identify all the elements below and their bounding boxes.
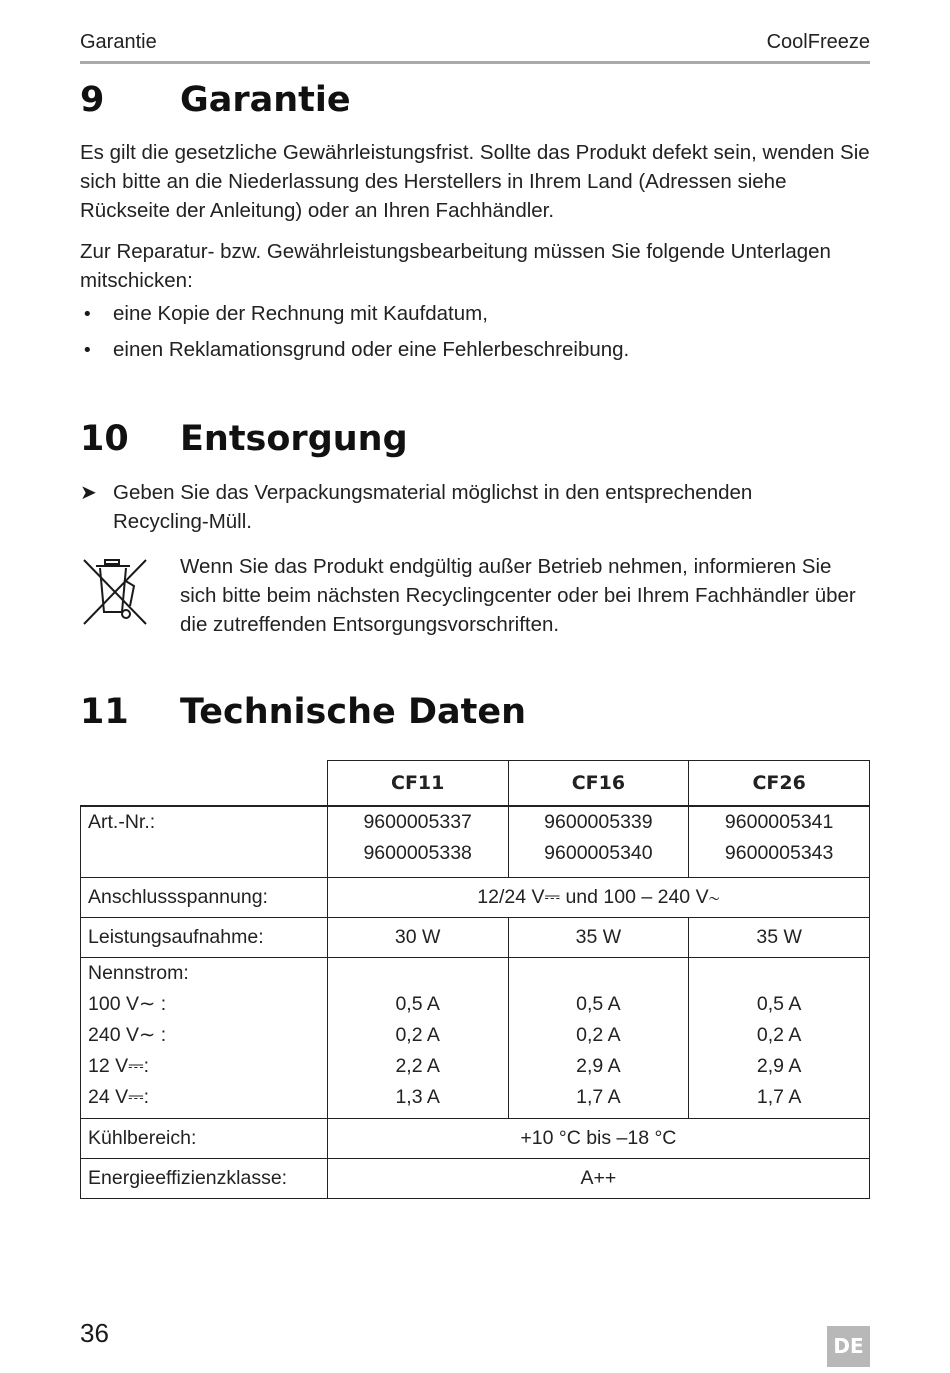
table-cell (327, 806, 508, 878)
current-sublabel: 24 V⎓: (88, 1086, 150, 1108)
row-label: Anschlussspannung: (81, 878, 328, 918)
row-label: Energieeffizienzklasse: (81, 1159, 328, 1199)
section-11-number: 11 (80, 692, 129, 732)
current-value: 2,9 A (756, 1055, 802, 1077)
section-10-title: Entsorgung (180, 419, 408, 459)
language-badge: DE (827, 1326, 870, 1367)
power-value: 35 W (689, 918, 870, 958)
current-sublabel: 100 V∼ : (88, 993, 167, 1015)
table-row (81, 1119, 870, 1159)
current-value: 0,2 A (756, 1024, 802, 1046)
table-cell (508, 958, 689, 1119)
energy-value: A++ (327, 1159, 869, 1199)
bullet-dot: • (82, 340, 93, 361)
art-nr-value: 9600005340 (544, 842, 653, 864)
model-header: CF16 (508, 761, 689, 807)
current-value: 2,2 A (395, 1055, 440, 1077)
header-left: Garantie (80, 31, 157, 53)
table-cell (508, 806, 689, 878)
section-11-title: Technische Daten (180, 692, 527, 732)
table-header-row (81, 761, 870, 807)
current-value: 1,7 A (576, 1086, 621, 1108)
art-nr-value: 9600005343 (724, 842, 834, 864)
row-label: Art.-Nr.: (81, 806, 328, 878)
model-header: CF26 (689, 761, 870, 807)
model-header: CF11 (327, 761, 508, 807)
power-value: 30 W (327, 918, 508, 958)
table-row (81, 878, 870, 918)
table-row (81, 918, 870, 958)
current-value: 0,2 A (576, 1024, 621, 1046)
section-10-number: 10 (80, 419, 129, 459)
current-value: 0,5 A (576, 993, 621, 1015)
current-value: 1,3 A (395, 1086, 440, 1108)
current-sublabel: 12 V⎓: (88, 1055, 150, 1077)
table-row (81, 806, 870, 878)
section-9-bullet-1: eine Kopie der Rechnung mit Kaufdatum, (113, 302, 488, 325)
current-value: 0,2 A (395, 1024, 440, 1046)
art-nr-value: 9600005338 (363, 842, 472, 864)
table-cell (327, 958, 508, 1119)
section-10-instruction: Geben Sie das Verpackungsmaterial möglichst in den entsprechenden Recycling-Müll. (113, 481, 753, 533)
row-label: Kühlbereich: (81, 1119, 328, 1159)
current-value: 0,5 A (395, 993, 440, 1015)
row-label: Nennstrom: (88, 962, 189, 984)
bullet-dot: • (82, 304, 93, 325)
table-cell (689, 806, 870, 878)
header-rule (80, 61, 870, 64)
section-9-paragraph-2: Zur Reparatur- bzw. Gewährleistungsbearbeitung müssen Sie folgende Unterlagen mitschicken: (80, 240, 831, 292)
table-cell (689, 958, 870, 1119)
current-value: 0,5 A (756, 993, 802, 1015)
crossed-bin-icon (80, 556, 150, 628)
header-right: CoolFreeze (766, 31, 870, 53)
voltage-value: 12/24 V⎓ und 100 – 240 V∼ (327, 878, 869, 918)
page-number: 36 (80, 1318, 109, 1348)
row-label: Leistungsaufnahme: (81, 918, 328, 958)
tech-data-table (80, 760, 870, 1199)
art-nr-value: 9600005341 (724, 811, 834, 833)
table-cell (81, 958, 328, 1119)
power-value: 35 W (508, 918, 689, 958)
section-9-title: Garantie (180, 80, 351, 120)
section-9-paragraph-1: Es gilt die gesetzliche Gewährleistungsfrist. Sollte das Produkt defekt sein, wenden Sie sich bitte an die Niederlassung des Herstellers in Ihrem Land (Adressen siehe Rückseite der Anleitung) oder an Ihren Fachhändler. (80, 141, 870, 222)
art-nr-value: 9600005339 (544, 811, 653, 833)
current-sublabel: 240 V∼ : (88, 1024, 167, 1046)
arrow-icon: ➤ (80, 480, 97, 504)
cooling-value: +10 °C bis –18 °C (327, 1119, 869, 1159)
section-9-number: 9 (80, 80, 105, 120)
table-corner (81, 761, 328, 807)
table-row (81, 1159, 870, 1199)
section-9-bullet-2: einen Reklamationsgrund oder eine Fehlerbeschreibung. (113, 338, 630, 361)
current-value: 1,7 A (756, 1086, 802, 1108)
current-value: 2,9 A (576, 1055, 621, 1077)
art-nr-value: 9600005337 (363, 811, 472, 833)
table-row (81, 958, 870, 1119)
section-10-disposal-note: Wenn Sie das Produkt endgültig außer Betrieb nehmen, informieren Sie sich bitte beim nächsten Recyclingcenter oder bei Ihrem Fachhändler über die zutreffenden Entsorgungsvorschriften. (180, 555, 856, 636)
